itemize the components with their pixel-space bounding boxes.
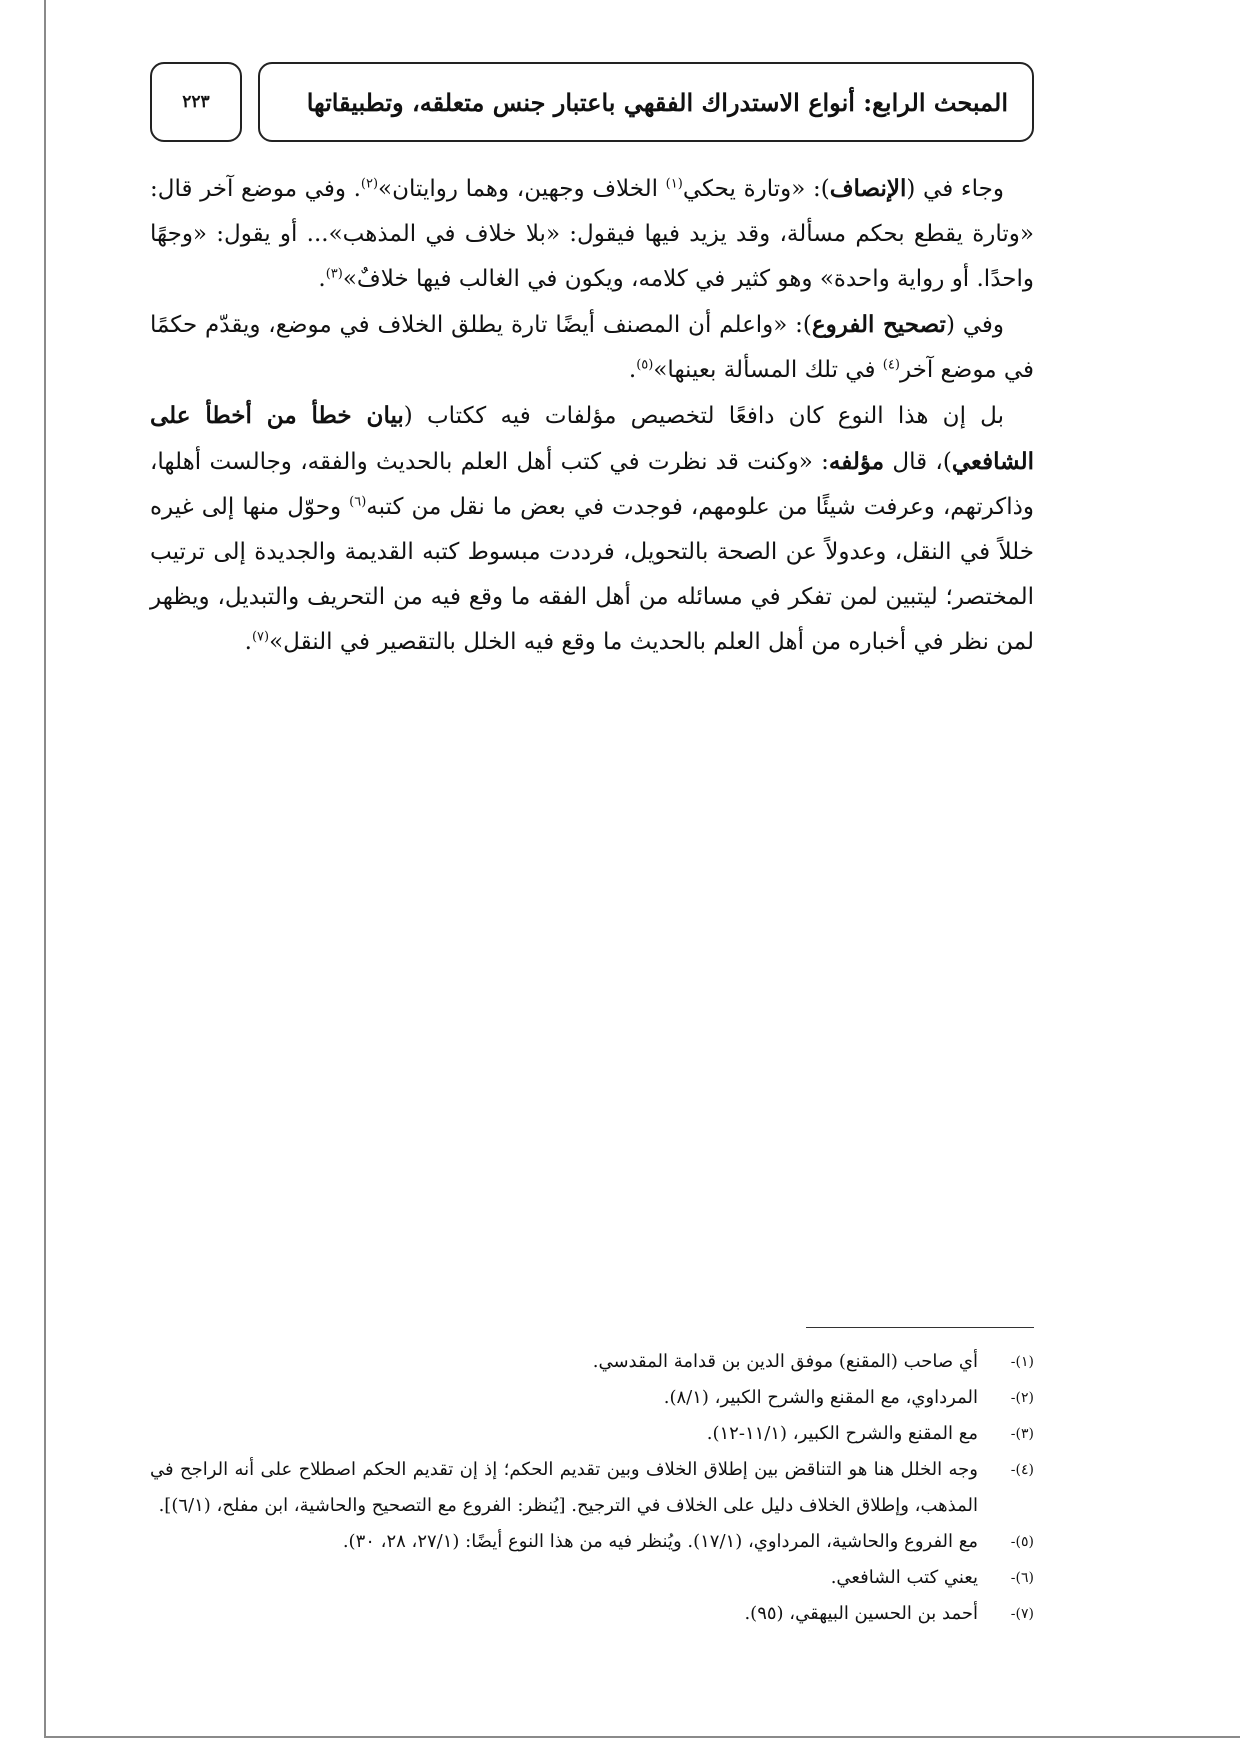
footnote-number: (٧)- [1010, 1606, 1034, 1622]
footnote-text: أحمد بن الحسين البيهقي، (٩٥). [744, 1603, 978, 1624]
footnote-number: (٤)- [1010, 1462, 1034, 1478]
text-run: وفي ( [945, 312, 1004, 338]
running-header-title: المبحث الرابع: أنواع الاستدراك الفقهي باعتبار جنس متعلقه، وتطبيقاتها [306, 87, 1008, 117]
text-run: : «وكنت قد نظرت في كتب أهل العلم بالحديث والفقه، وجالست أهلها، وذاكرتهم، وعرفت شيئًا من علومهم، فوجدت في بعض ما نقل من كتبه [150, 449, 1034, 520]
footnote-ref: (٧) [251, 629, 270, 645]
text-run: وجاء في ( [906, 176, 1004, 202]
text-run: . [318, 266, 326, 292]
footnote-ref: (٣) [325, 266, 343, 282]
footnote-1 [150, 1344, 1034, 1380]
paragraph-2 [150, 302, 1034, 393]
footnote-ref: (٥) [636, 357, 654, 373]
text-run: )، قال [884, 449, 952, 475]
footnote-2 [150, 1380, 1034, 1416]
header-title-box [258, 62, 1034, 142]
footnote-number: (١)- [1010, 1354, 1034, 1370]
footnote-separator [806, 1327, 1034, 1328]
footnote-6 [150, 1560, 1034, 1596]
footnote-ref: (٦) [349, 494, 367, 510]
paragraph-1 [150, 166, 1034, 302]
footnote-text: أي صاحب (المقنع) موفق الدين بن قدامة المقدسي. [592, 1351, 978, 1372]
text-run: . وفي موضع آخر قال: «وتارة يقطع بحكم مسألة، وقد يزيد فيها فيقول: «بلا خلاف في المذهب»... أو يقول: «وجهًا واحدًا. أو رواية واحدة» وهو كثير في كلامه، ويكون في الغالب فيها خلافٌ» [150, 176, 1034, 292]
footnote-4 [150, 1452, 1034, 1524]
footnote-ref: (٢) [360, 176, 379, 192]
footnotes [150, 1344, 1034, 1632]
footnote-number: (٥)- [1010, 1534, 1034, 1550]
body-text [150, 166, 1034, 665]
footnote-number: (٦)- [1010, 1570, 1034, 1586]
author-bold: مؤلفه [828, 448, 885, 475]
text-run: . [244, 629, 252, 655]
book-title-bold: تصحيح الفروع [811, 311, 946, 338]
footnote-ref: (٤) [882, 357, 900, 373]
footnote-number: (٢)- [1010, 1390, 1034, 1406]
text-run: وحوّل منها إلى غيره خللاً في النقل، وعدولاً عن الصحة بالتحويل، فرددت مبسوط كتبه القديمة والجديدة إلى ترتيب المختصر؛ ليتبين لمن تفكر في مسائله من أهل الفقه ما وقع فيه من التحريف والتبديل، ويظهر لمن نظر في أخباره من أهل العلم بالحديث ما وقع فيه الخلل بالتقصير في النقل» [150, 494, 1034, 655]
footnote-text: المرداوي، مع المقنع والشرح الكبير، (٨/١). [663, 1387, 978, 1408]
book-title-bold: الإنصاف [829, 175, 907, 202]
text-run: ): «واعلم أن المصنف أيضًا تارة يطلق الخلاف في موضع، ويقدّم حكمًا في موضع آخر [150, 312, 1034, 383]
text-run: في تلك المسألة بعينها» [653, 357, 883, 383]
footnote-3 [150, 1416, 1034, 1452]
text-run: بل إن هذا النوع كان دافعًا لتخصيص مؤلفات فيه ككتاب ( [403, 403, 1004, 429]
footnote-text: وجه الخلل هنا هو التناقض بين إطلاق الخلاف وبين تقديم الحكم؛ إذ إن تقديم الحكم اصطلاح على أنه الراجح في المذهب، وإطلاق الخلاف دليل على الخلاف في الترجيح. [يُنظر: الفروع مع التصحيح والحاشية، ابن مفلح، (٦/١)]. [150, 1459, 978, 1516]
footnote-7 [150, 1596, 1034, 1632]
footnote-text: مع المقنع والشرح الكبير، (١١/١-١٢). [706, 1423, 978, 1444]
footnote-5 [150, 1524, 1034, 1560]
book-title-bold: بيان خطأ من أخطأ على الشافعي [150, 402, 1034, 475]
page-number-box [150, 62, 242, 142]
text-run: الخلاف وجهين، وهما روايتان» [378, 176, 666, 202]
footnote-text: مع الفروع والحاشية، المرداوي، (١٧/١). ويُنظر فيه من هذا النوع أيضًا: (٢٧/١، ٢٨، ٣٠). [342, 1531, 978, 1552]
footnote-ref: (١) [665, 176, 683, 192]
paragraph-3 [150, 393, 1034, 665]
footnote-text: يعني كتب الشافعي. [830, 1567, 978, 1588]
text-run: ): «وتارة يحكي [682, 176, 830, 202]
footnote-number: (٣)- [1010, 1426, 1034, 1442]
text-run: . [628, 357, 637, 383]
page-number: ٢٢٣ [182, 92, 210, 112]
